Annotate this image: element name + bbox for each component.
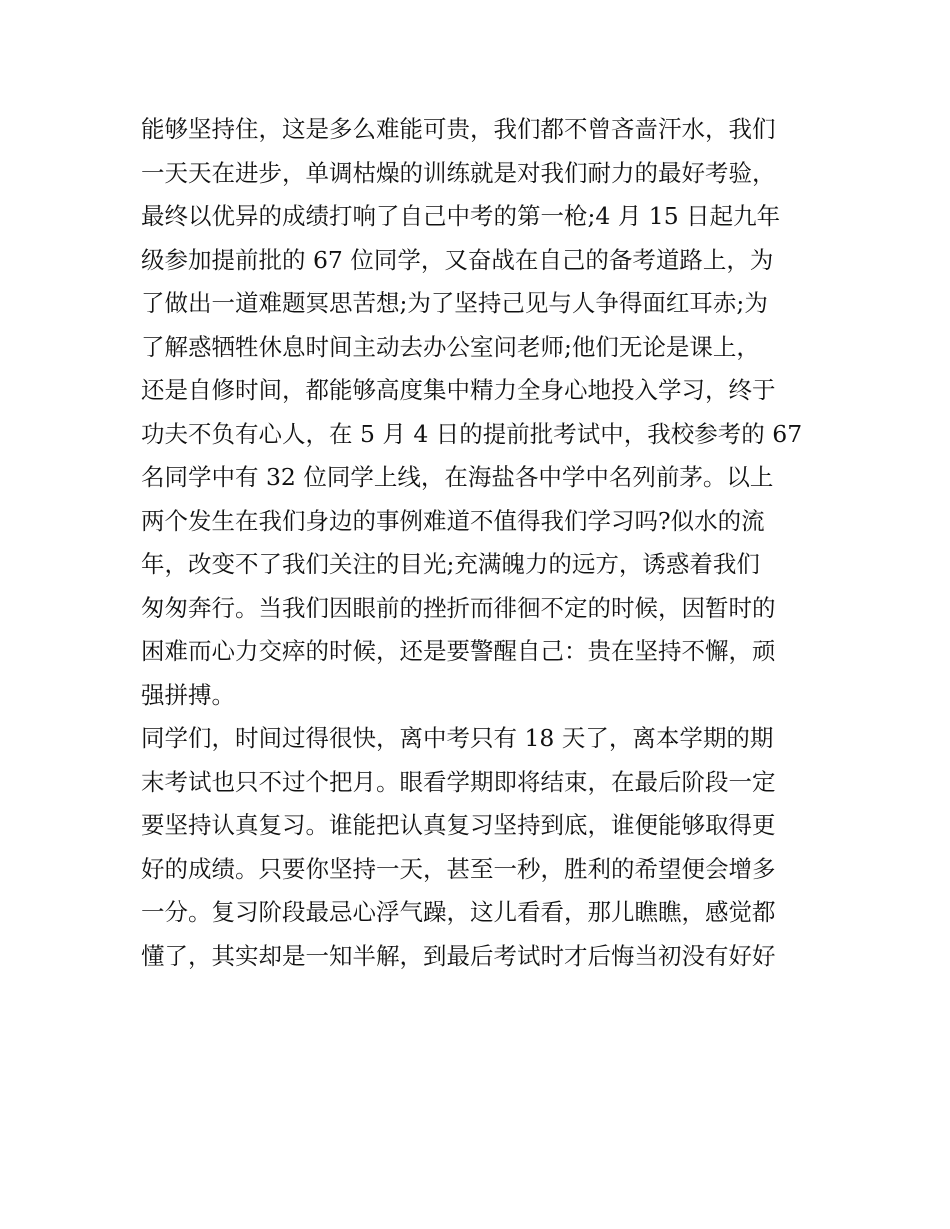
text-line: 功夫不负有心人，在 5 月 4 日的提前批考试中，我校参考的 67 bbox=[141, 419, 803, 448]
text-line: 还是自修时间，都能够高度集中精力全身心地投入学习，终于 bbox=[141, 376, 776, 404]
text-line: 同学们，时间过得很快，离中考只有 18 天了，离本学期的期 bbox=[141, 724, 774, 752]
text-line: 名同学中有 32 位同学上线，在海盐各中学中名列前茅。以上 bbox=[141, 463, 774, 491]
text-line: 两个发生在我们身边的事例难道不值得我们学习吗?似水的流 bbox=[141, 506, 765, 535]
text-line: 匆匆奔行。当我们因眼前的挫折而徘徊不定的时候，因暂时的 bbox=[141, 593, 776, 622]
text-line: 了做出一道难题冥思苦想;为了坚持己见与人争得面红耳赤;为 bbox=[141, 289, 768, 317]
body-text bbox=[141, 108, 821, 978]
text-line: 一天天在进步，单调枯燥的训练就是对我们耐力的最好考验， bbox=[141, 158, 776, 187]
text-line: 懂了，其实却是一知半解，到最后考试时才后悔当初没有好好 bbox=[141, 941, 776, 970]
text-line: 末考试也只不过个把月。眼看学期即将结束，在最后阶段一定 bbox=[141, 767, 776, 796]
text-line: 强拼搏。 bbox=[141, 680, 235, 709]
text-line: 好的成绩。只要你坚持一天，甚至一秒，胜利的希望便会增多 bbox=[141, 854, 776, 883]
text-line: 级参加提前批的 67 位同学，又奋战在自己的备考道路上，为 bbox=[141, 245, 774, 274]
text-line: 要坚持认真复习。谁能把认真复习坚持到底，谁便能够取得更 bbox=[141, 811, 776, 839]
text-line: 困难而心力交瘁的时候，还是要警醒自己：贵在坚持不懈，顽 bbox=[141, 637, 776, 665]
paragraph-2 bbox=[141, 717, 821, 978]
text-line: 了解惑牺牲休息时间主动去办公室问老师;他们无论是课上， bbox=[141, 332, 760, 361]
paragraph-1 bbox=[141, 108, 821, 717]
text-line: 最终以优异的成绩打响了自己中考的第一枪;4 月 15 日起九年 bbox=[141, 202, 781, 230]
text-line: 年，改变不了我们关注的目光;充满魄力的远方，诱惑着我们 bbox=[141, 550, 760, 578]
text-line: 能够坚持住，这是多么难能可贵，我们都不曾吝啬汗水，我们 bbox=[141, 115, 776, 143]
text-line: 一分。复习阶段最忌心浮气躁，这儿看看，那儿瞧瞧，感觉都 bbox=[141, 898, 776, 926]
